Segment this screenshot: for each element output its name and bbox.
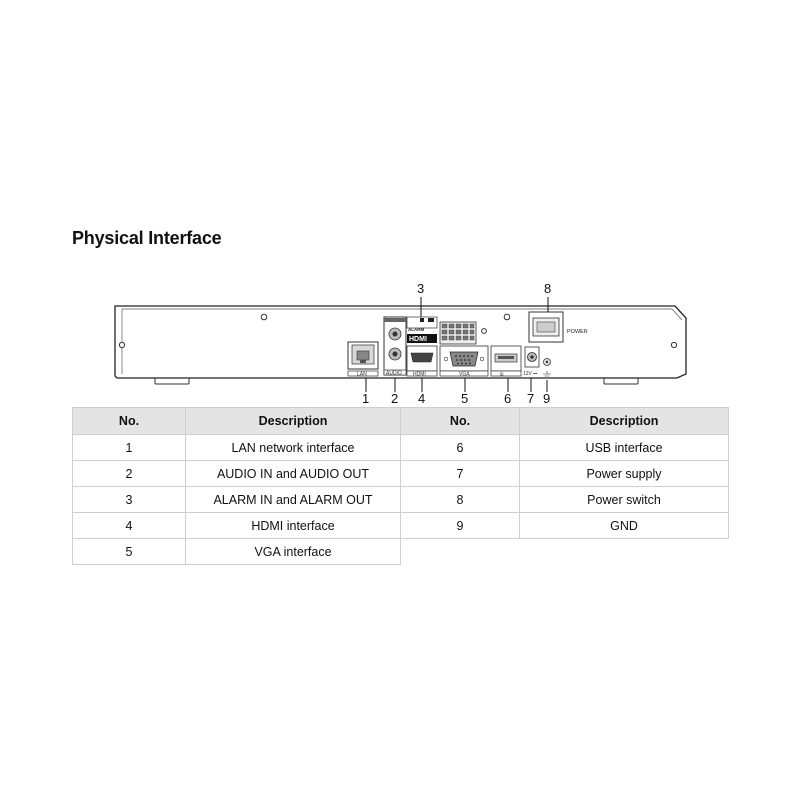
empty-cell bbox=[520, 539, 729, 565]
svg-text:LAN: LAN bbox=[357, 371, 367, 378]
cell-no: 9 bbox=[401, 513, 520, 539]
svg-text:HDMI: HDMI bbox=[409, 336, 427, 343]
callout-8: 8 bbox=[544, 281, 552, 296]
cell-no: 6 bbox=[401, 435, 520, 461]
svg-text:POWER: POWER bbox=[567, 329, 588, 335]
table-row bbox=[73, 435, 729, 461]
vga-port-icon bbox=[440, 346, 488, 378]
interface-table bbox=[72, 407, 729, 565]
svg-text:ALARM: ALARM bbox=[408, 327, 425, 332]
cell-description: Power supply bbox=[520, 461, 729, 487]
cell-description: USB interface bbox=[520, 435, 729, 461]
callout-5: 5 bbox=[461, 391, 469, 406]
header-no-2: No. bbox=[401, 408, 520, 435]
cell-no: 4 bbox=[73, 513, 186, 539]
audio-ports-icon bbox=[384, 317, 406, 377]
cell-description: VGA interface bbox=[186, 539, 401, 565]
header-description-2: Description bbox=[520, 408, 729, 435]
cell-description: GND bbox=[520, 513, 729, 539]
cell-description: HDMI interface bbox=[186, 513, 401, 539]
page-title: Physical Interface bbox=[72, 228, 222, 248]
table-row bbox=[73, 513, 729, 539]
cell-description: LAN network interface bbox=[186, 435, 401, 461]
cell-no: 8 bbox=[401, 487, 520, 513]
table-row bbox=[73, 487, 729, 513]
cell-description: Power switch bbox=[520, 487, 729, 513]
svg-text:HDMI: HDMI bbox=[413, 371, 426, 378]
cell-description: AUDIO IN and AUDIO OUT bbox=[186, 461, 401, 487]
callout-4: 4 bbox=[418, 391, 426, 406]
svg-text:VGA: VGA bbox=[459, 371, 470, 378]
table-row bbox=[73, 539, 729, 565]
dc-power-jack-icon bbox=[523, 347, 539, 377]
callout-3: 3 bbox=[417, 281, 425, 296]
header-description-1: Description bbox=[186, 408, 401, 435]
callout-9: 9 bbox=[543, 391, 551, 406]
cell-no: 2 bbox=[73, 461, 186, 487]
callout-7: 7 bbox=[527, 391, 535, 406]
table-row bbox=[73, 461, 729, 487]
cell-description: ALARM IN and ALARM OUT bbox=[186, 487, 401, 513]
callout-1: 1 bbox=[362, 391, 370, 406]
cell-no: 5 bbox=[73, 539, 186, 565]
table-header-row bbox=[73, 408, 729, 435]
header-no-1: No. bbox=[73, 408, 186, 435]
callout-6: 6 bbox=[504, 391, 512, 406]
svg-text:ψ: ψ bbox=[500, 371, 504, 378]
usb-port-icon bbox=[491, 346, 521, 378]
hdmi-port-icon bbox=[407, 334, 437, 378]
cell-no: 3 bbox=[73, 487, 186, 513]
svg-text:12V ⎓: 12V ⎓ bbox=[523, 371, 538, 377]
svg-text:AUDIO: AUDIO bbox=[386, 370, 402, 377]
cell-no: 7 bbox=[401, 461, 520, 487]
cell-no: 1 bbox=[73, 435, 186, 461]
callout-2: 2 bbox=[391, 391, 399, 406]
lan-port-icon bbox=[348, 342, 378, 378]
empty-cell bbox=[401, 539, 520, 565]
